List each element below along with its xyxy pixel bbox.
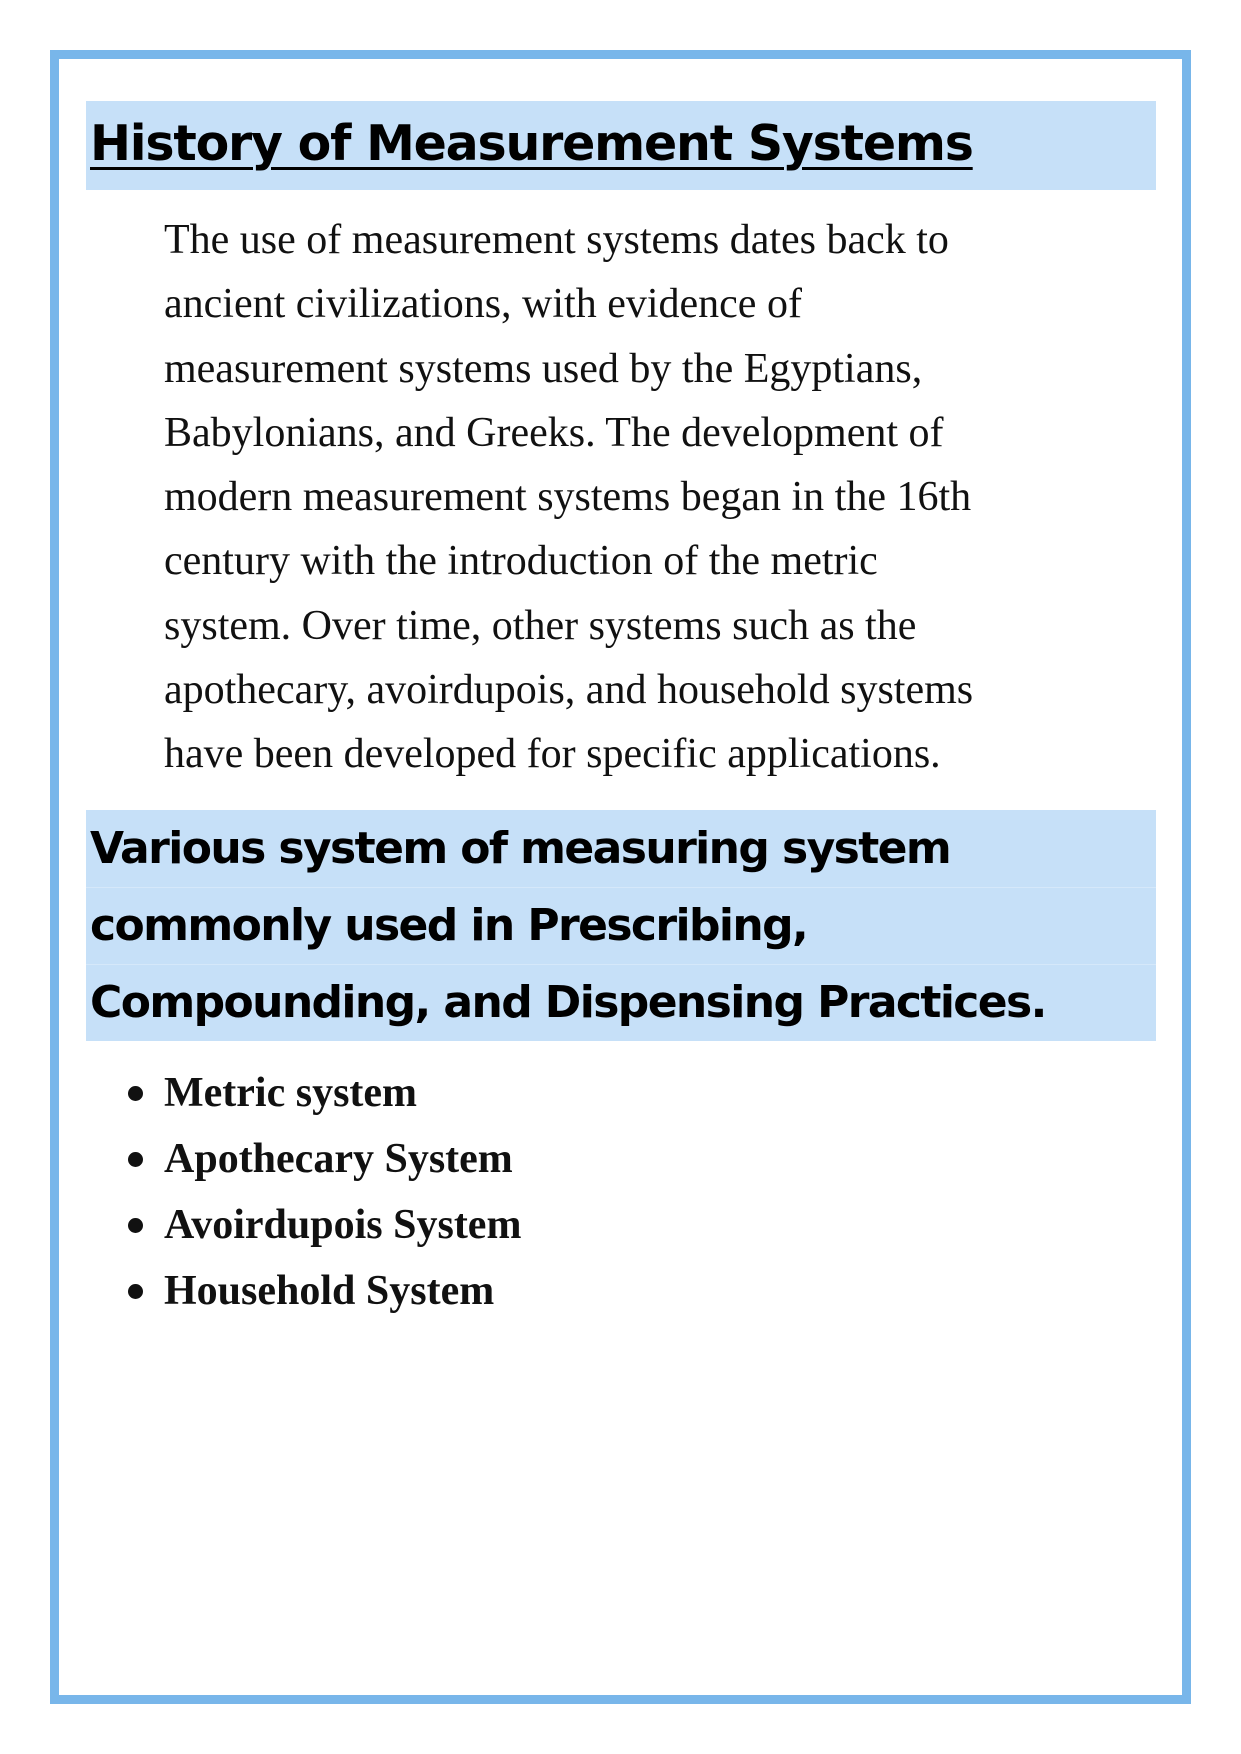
bullet-icon bbox=[128, 1284, 143, 1299]
list-item bbox=[164, 1060, 521, 1126]
subheading-line: Compounding, and Dispensing Practices. bbox=[90, 977, 1046, 1028]
bullet-icon bbox=[128, 1152, 143, 1167]
list-item bbox=[164, 1258, 521, 1324]
section-subheading bbox=[90, 810, 1046, 1041]
list-item bbox=[164, 1192, 521, 1258]
measurement-systems-list bbox=[164, 1060, 521, 1324]
paragraph-line: apothecary, avoirdupois, and household systems bbox=[164, 667, 974, 714]
list-item bbox=[164, 1126, 521, 1192]
paragraph-line: The use of measurement systems dates back to bbox=[164, 217, 949, 263]
history-paragraph bbox=[164, 208, 1164, 787]
paragraph-line: system. Over time, other systems such as the bbox=[164, 602, 917, 649]
paragraph-line: measurement systems used by the Egyptians, bbox=[164, 345, 923, 392]
bullet-icon bbox=[128, 1086, 143, 1101]
page-title: History of Measurement Systems bbox=[90, 115, 973, 172]
list-item-label: Household System bbox=[164, 1268, 495, 1314]
paragraph-line: ancient civilizations, with evidence of bbox=[164, 281, 802, 328]
paragraph-line: have been developed for specific applications. bbox=[164, 731, 941, 778]
subheading-line: commonly used in Prescribing, bbox=[90, 900, 808, 951]
list-item-label: Apothecary System bbox=[164, 1136, 513, 1182]
paragraph-line: century with the introduction of the metric bbox=[164, 538, 878, 585]
paragraph-line: Babylonians, and Greeks. The development of bbox=[164, 409, 944, 456]
bullet-icon bbox=[128, 1218, 143, 1233]
subheading-line: Various system of measuring system bbox=[90, 823, 951, 874]
list-item-label: Metric system bbox=[164, 1070, 418, 1116]
list-item-label: Avoirdupois System bbox=[164, 1202, 522, 1248]
paragraph-line: modern measurement systems began in the 16th bbox=[164, 474, 972, 521]
